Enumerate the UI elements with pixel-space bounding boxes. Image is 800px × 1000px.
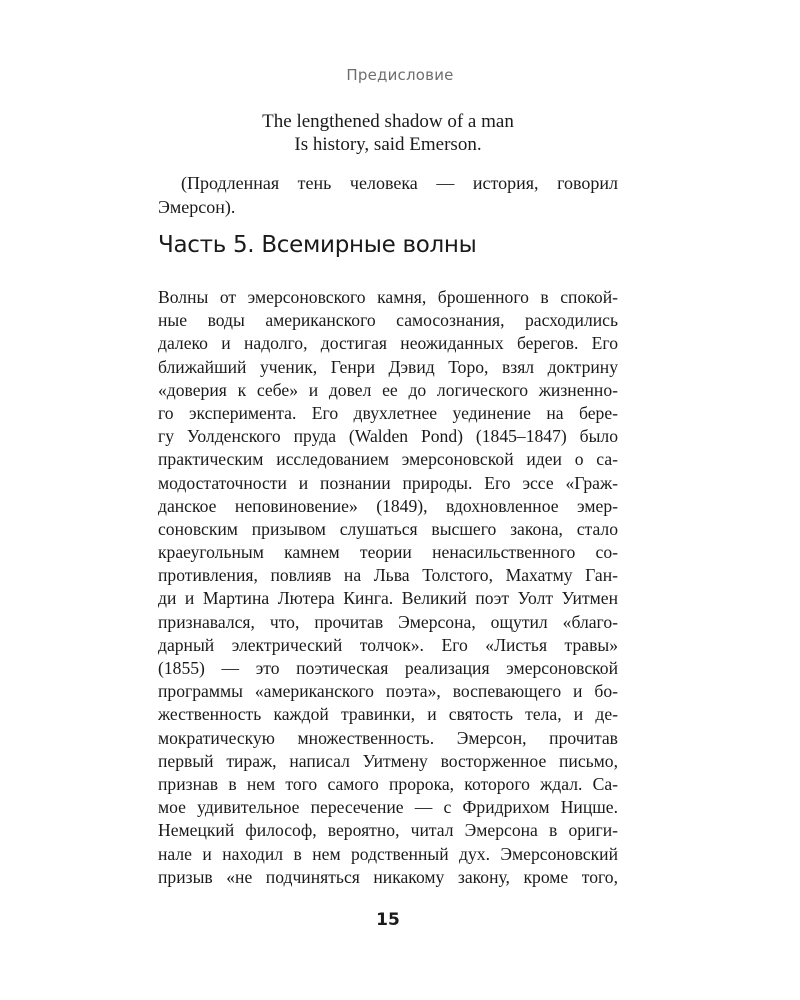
- body-line: ные воды американского самосознания, расходились: [158, 310, 618, 331]
- body-line: гу Уолденского пруда (Walden Pond) (1845–1847) было: [158, 426, 618, 447]
- body-line: мократическую множественность. Эмерсон, прочитав: [158, 727, 618, 748]
- body-line: Волны от эмерсоновского камня, брошенного в спокой-: [158, 287, 618, 307]
- body-line: призыв «не подчиняться никакому закону, кроме того,: [158, 866, 618, 887]
- body-paragraph: [158, 286, 618, 889]
- body-line: го эксперимента. Его двухлетнее уединение на бере-: [158, 402, 618, 423]
- body-line: ди и Мартина Лютера Кинга. Великий поэт Уолт Уитмен: [158, 588, 618, 609]
- body-line: признав в нем того самого пророка, которого ждал. Са-: [158, 773, 618, 794]
- body-line: данское неповиновение» (1849), вдохновленное эмер-: [158, 495, 618, 516]
- epigraph: [0, 110, 776, 156]
- body-line: соновским призывом слушаться высшего закона, стало: [158, 518, 618, 539]
- body-line: (1855) — это поэтическая реализация эмерсоновской: [158, 658, 618, 678]
- body-line: программы «американского поэта», воспевающего и бо-: [158, 681, 618, 702]
- body-line: «доверия к себе» и довел ее до логического жизненно-: [158, 379, 618, 400]
- body-line: краеугольным камнем теории ненасильственного со-: [158, 542, 618, 563]
- body-line: мое удивительное пересечение — с Фридрихом Ницше.: [158, 797, 618, 818]
- epigraph-line-1: The lengthened shadow of a man: [262, 111, 514, 132]
- body-line: Немецкий философ, вероятно, читал Эмерсона в ориги-: [158, 820, 618, 841]
- epigraph-line-2: Is history, said Emerson.: [294, 134, 482, 155]
- body-line: жественность каждой травинки, и святость тела, и де-: [158, 704, 618, 725]
- page-number: 15: [376, 910, 400, 930]
- body-line: признавался, что, прочитав Эмерсона, ощутил «благо-: [158, 611, 618, 632]
- body-line: первый тираж, написал Уитмену восторженное письмо,: [158, 750, 618, 771]
- body-line: далеко и надолго, достигая неожиданных берегов. Его: [158, 333, 618, 354]
- body-line: противления, повлияв на Льва Толстого, Махатму Ган-: [158, 565, 618, 586]
- body-line: дарный электрический толчок». Его «Листья травы»: [158, 634, 618, 655]
- epigraph-translation: (Продленная тень человека — история, говорил Эмерсон).: [158, 173, 618, 217]
- body-line: ближайший ученик, Генри Дэвид Торо, взял доктрину: [158, 356, 618, 377]
- body-line: модостаточности и познании природы. Его эссе «Граж-: [158, 472, 618, 493]
- body-line: нале и находил в нем родственный дух. Эмерсоновский: [158, 843, 618, 864]
- body-line: практическим исследованием эмерсоновской идеи о са-: [158, 449, 618, 470]
- running-header: Предисловие: [346, 66, 454, 84]
- section-heading: Часть 5. Всемирные волны: [158, 232, 477, 258]
